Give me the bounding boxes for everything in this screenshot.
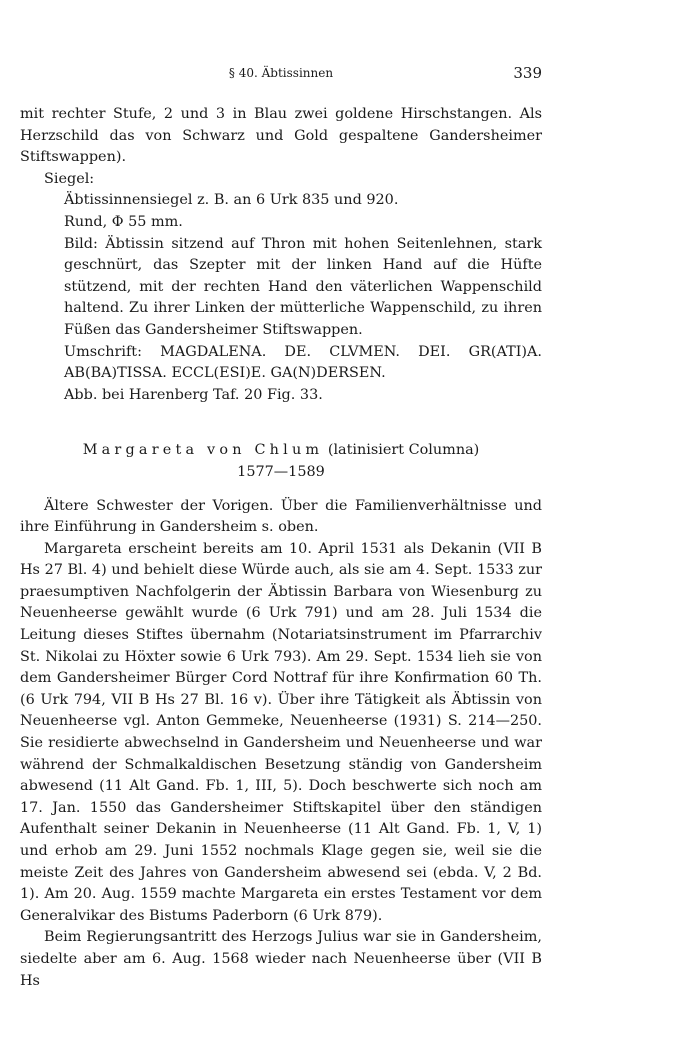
running-header (20, 64, 542, 88)
intro-paragraph: mit rechter Stufe, 2 und 3 in Blau zwei goldene Hirschstangen. Als Herzschild das von Schwarz und Gold gespaltene Gandersheimer Stiftswappen). (20, 106, 542, 166)
entry-name: Margareta von Chlum (82, 442, 324, 459)
document-body (20, 104, 542, 992)
siegel-line: Abb. bei Harenberg Taf. 20 Fig. 33. (64, 386, 323, 403)
siegel-line: Äbtissinnensiegel z. B. an 6 Urk 835 und 920. (64, 192, 399, 209)
paragraph: Margareta erscheint bereits am 10. April 1531 als Dekanin (VII B Hs 27 Bl. 4) und behielt diese Würde auch, als sie am 4. Sept. 1533 zur praesumptiven Nachfolgerin der Äbtissin Barbara von Wiesenburg zu Neuenheerse gewählt wurde (6 Urk 791) und am 28. Juli 1534 die Leitung dieses Stiftes übernahm (Notariatsinstrument im Pfarrarchiv St. Nikolai zu Höxter sowie 6 Urk 793). Am 29. Sept. 1534 lieh sie von dem Gandersheimer Bürger Cord Nottraf für ihre Konfirmation 60 Th. (6 Urk 794, VII B Hs 27 Bl. 16 v). Über ihre Tätigkeit als Äbtissin von Neuenheerse vgl. Anton Gemmeke, Neuenheerse (1931) S. 214—250. Sie residierte abwechselnd in Gandersheim und Neuenheerse und war während der Schmalkaldischen Besetzung ständig von Gandersheim abwesend (11 Alt Gand. Fb. 1, III, 5). Doch beschwerte sich noch am 17. Jan. 1550 das Gandersheimer Stiftskapitel über den ständigen Aufenthalt seiner Dekanin in Neuenheerse (11 Alt Gand. Fb. 1, V, 1) und erhob am 29. Juni 1552 nochmals Klage gegen sie, weil sie die meiste Zeit des Jahres von Gandersheim abwesend sei (ebda. V, 2 Bd. 1). Am 20. Aug. 1559 machte Margareta ein erstes Testament vor dem Generalvikar des Bistums Paderborn (6 Urk 879). (20, 540, 542, 924)
paragraph: Ältere Schwester der Vorigen. Über die Familienverhältnisse und ihre Einführung in Gandersheim s. oben. (20, 497, 542, 536)
siegel-label: Siegel: (44, 170, 95, 187)
siegel-section (44, 169, 542, 191)
entry-name-note: (latinisiert Columna) (327, 442, 480, 459)
siegel-details (64, 190, 542, 406)
siegel-line: Umschrift: MAGDALENA. DE. CLVMEN. DEI. GR(ATI)A. AB(BA)TISSA. ECCL(ESI)E. GA(N)DERSEN. (64, 343, 542, 382)
entry-text (20, 496, 542, 993)
header-title: § 40. Äbtissinnen (228, 66, 334, 80)
siegel-line: Rund, Φ 55 mm. (64, 213, 183, 230)
paragraph: Beim Regierungsantritt des Herzogs Julius war sie in Gandersheim, siedelte aber am 6. Aug. 1568 wieder nach Neuenheerse über (VII B Hs (20, 929, 542, 989)
document-page (20, 64, 542, 992)
entry-years: 1577—1589 (237, 463, 325, 480)
page-number: 339 (513, 64, 542, 82)
siegel-line: Bild: Äbtissin sitzend auf Thron mit hohen Seitenlehnen, stark geschnürt, das Szepter mit der linken Hand auf die Hüfte stützend, mit der rechten Hand den väterlichen Wappenschild haltend. Zu ihrer Linken der mütterliche Wappenschild, zu ihren Füßen das Gandersheimer Stiftswappen. (64, 235, 542, 338)
entry-heading (20, 440, 542, 483)
